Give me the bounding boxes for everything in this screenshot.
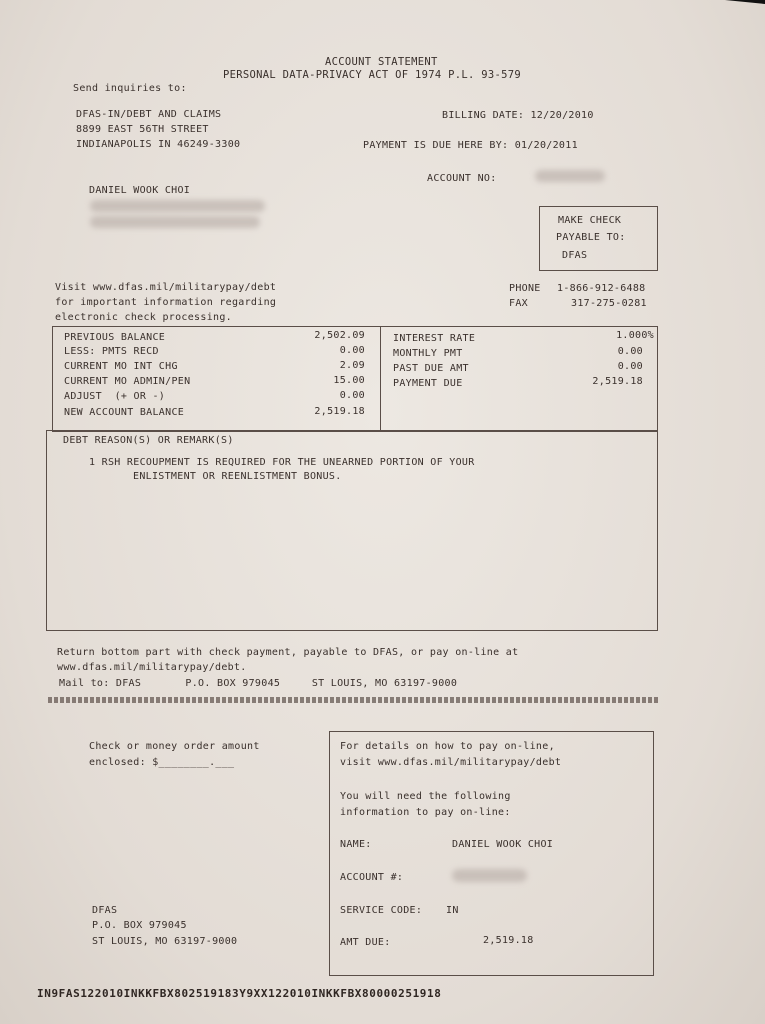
redacted-address-line-2: [90, 216, 260, 228]
online-line-4: information to pay on-line:: [340, 807, 511, 818]
sender-line-1: DFAS-IN/DEBT AND CLAIMS: [76, 109, 222, 120]
ocr-scan-line: IN9FAS122010INKKFBX802519183Y9XX122010INKKFBX80000251918: [37, 987, 442, 1000]
summary-label: ADJUST (+ OR -): [64, 391, 166, 402]
summary-value: 0.00: [617, 346, 643, 357]
summary-value: 2,502.09: [314, 330, 365, 341]
summary-label: CURRENT MO ADMIN/PEN: [64, 376, 191, 387]
summary-value: 1.000%: [616, 330, 654, 341]
debt-reason-heading: DEBT REASON(S) OR REMARK(S): [63, 435, 234, 446]
service-code-value: IN: [446, 905, 459, 916]
return-line-2: www.dfas.mil/militarypay/debt.: [57, 662, 247, 673]
summary-value: 0.00: [339, 345, 365, 356]
visit-line-2: for important information regarding: [55, 297, 277, 308]
amount-due-label: AMT DUE:: [340, 937, 391, 948]
statement-title: ACCOUNT STATEMENT: [325, 56, 438, 68]
recipient-name: DANIEL WOOK CHOI: [89, 185, 191, 196]
summary-label: NEW ACCOUNT BALANCE: [64, 407, 185, 418]
summary-value: 2.09: [339, 360, 365, 371]
sender-line-3: INDIANAPOLIS IN 46249-3300: [76, 139, 241, 150]
summary-label: MONTHLY PMT: [393, 348, 463, 359]
fax-label: FAX: [509, 298, 528, 309]
summary-value: 2,519.18: [314, 406, 365, 417]
mail-to-line: Mail to: DFAS P.O. BOX 979045 ST LOUIS, MO 63197-9000: [59, 678, 458, 689]
page-corner-shadow: [725, 0, 765, 4]
account-no-label: ACCOUNT NO:: [427, 173, 497, 184]
tear-line: [48, 697, 658, 703]
online-line-1: For details on how to pay on-line,: [340, 741, 555, 752]
stub-address-line-1: DFAS: [92, 905, 118, 916]
summary-divider: [380, 327, 381, 431]
phone-label: PHONE: [509, 283, 541, 294]
billing-date: BILLING DATE: 12/20/2010: [442, 110, 594, 121]
summary-value: 0.00: [617, 361, 643, 372]
online-name-label: NAME:: [340, 839, 372, 850]
check-amount-line-1: Check or money order amount: [89, 741, 260, 752]
visit-line-3: electronic check processing.: [55, 312, 232, 323]
online-line-2: visit www.dfas.mil/militarypay/debt: [340, 757, 562, 768]
debt-reason-line-1: 1 RSH RECOUPMENT IS REQUIRED FOR THE UNEARNED PORTION OF YOUR: [89, 457, 475, 468]
visit-line-1: Visit www.dfas.mil/militarypay/debt: [55, 282, 277, 293]
online-line-3: You will need the following: [340, 791, 511, 802]
make-check-line-2: PAYABLE TO:: [556, 232, 626, 243]
stub-address-line-2: P.O. BOX 979045: [92, 920, 187, 931]
amount-due-value: 2,519.18: [483, 935, 534, 946]
make-check-line-1: MAKE CHECK: [558, 215, 622, 226]
summary-value: 15.00: [333, 375, 365, 386]
service-code-label: SERVICE CODE:: [340, 905, 423, 916]
summary-label: PAST DUE AMT: [393, 363, 469, 374]
return-line-1: Return bottom part with check payment, payable to DFAS, or pay on-line at: [57, 647, 519, 658]
inquiries-label: Send inquiries to:: [73, 83, 187, 94]
redacted-online-account: [452, 869, 527, 882]
debt-reason-line-2: ENLISTMENT OR REENLISTMENT BONUS.: [133, 471, 342, 482]
stub-address-line-3: ST LOUIS, MO 63197-9000: [92, 936, 238, 947]
fax-number: 317-275-0281: [571, 298, 647, 309]
summary-label: INTEREST RATE: [393, 333, 476, 344]
check-amount-line-2: enclosed: $________.___: [89, 757, 235, 768]
phone-number: 1-866-912-6488: [557, 283, 646, 294]
summary-value: 0.00: [339, 390, 365, 401]
redacted-address-line-1: [90, 200, 265, 212]
redacted-account-number: [535, 170, 605, 182]
summary-value: 2,519.18: [592, 376, 643, 387]
summary-label: PAYMENT DUE: [393, 378, 463, 389]
sender-line-2: 8899 EAST 56TH STREET: [76, 124, 209, 135]
online-account-label: ACCOUNT #:: [340, 872, 404, 883]
payment-due-date: PAYMENT IS DUE HERE BY: 01/20/2011: [363, 140, 578, 151]
online-name-value: DANIEL WOOK CHOI: [452, 839, 554, 850]
summary-label: PREVIOUS BALANCE: [64, 332, 166, 343]
make-check-payee: DFAS: [562, 250, 588, 261]
privacy-act-line: PERSONAL DATA-PRIVACY ACT OF 1974 P.L. 93-579: [223, 69, 521, 81]
summary-label: CURRENT MO INT CHG: [64, 361, 178, 372]
summary-label: LESS: PMTS RECD: [64, 346, 159, 357]
